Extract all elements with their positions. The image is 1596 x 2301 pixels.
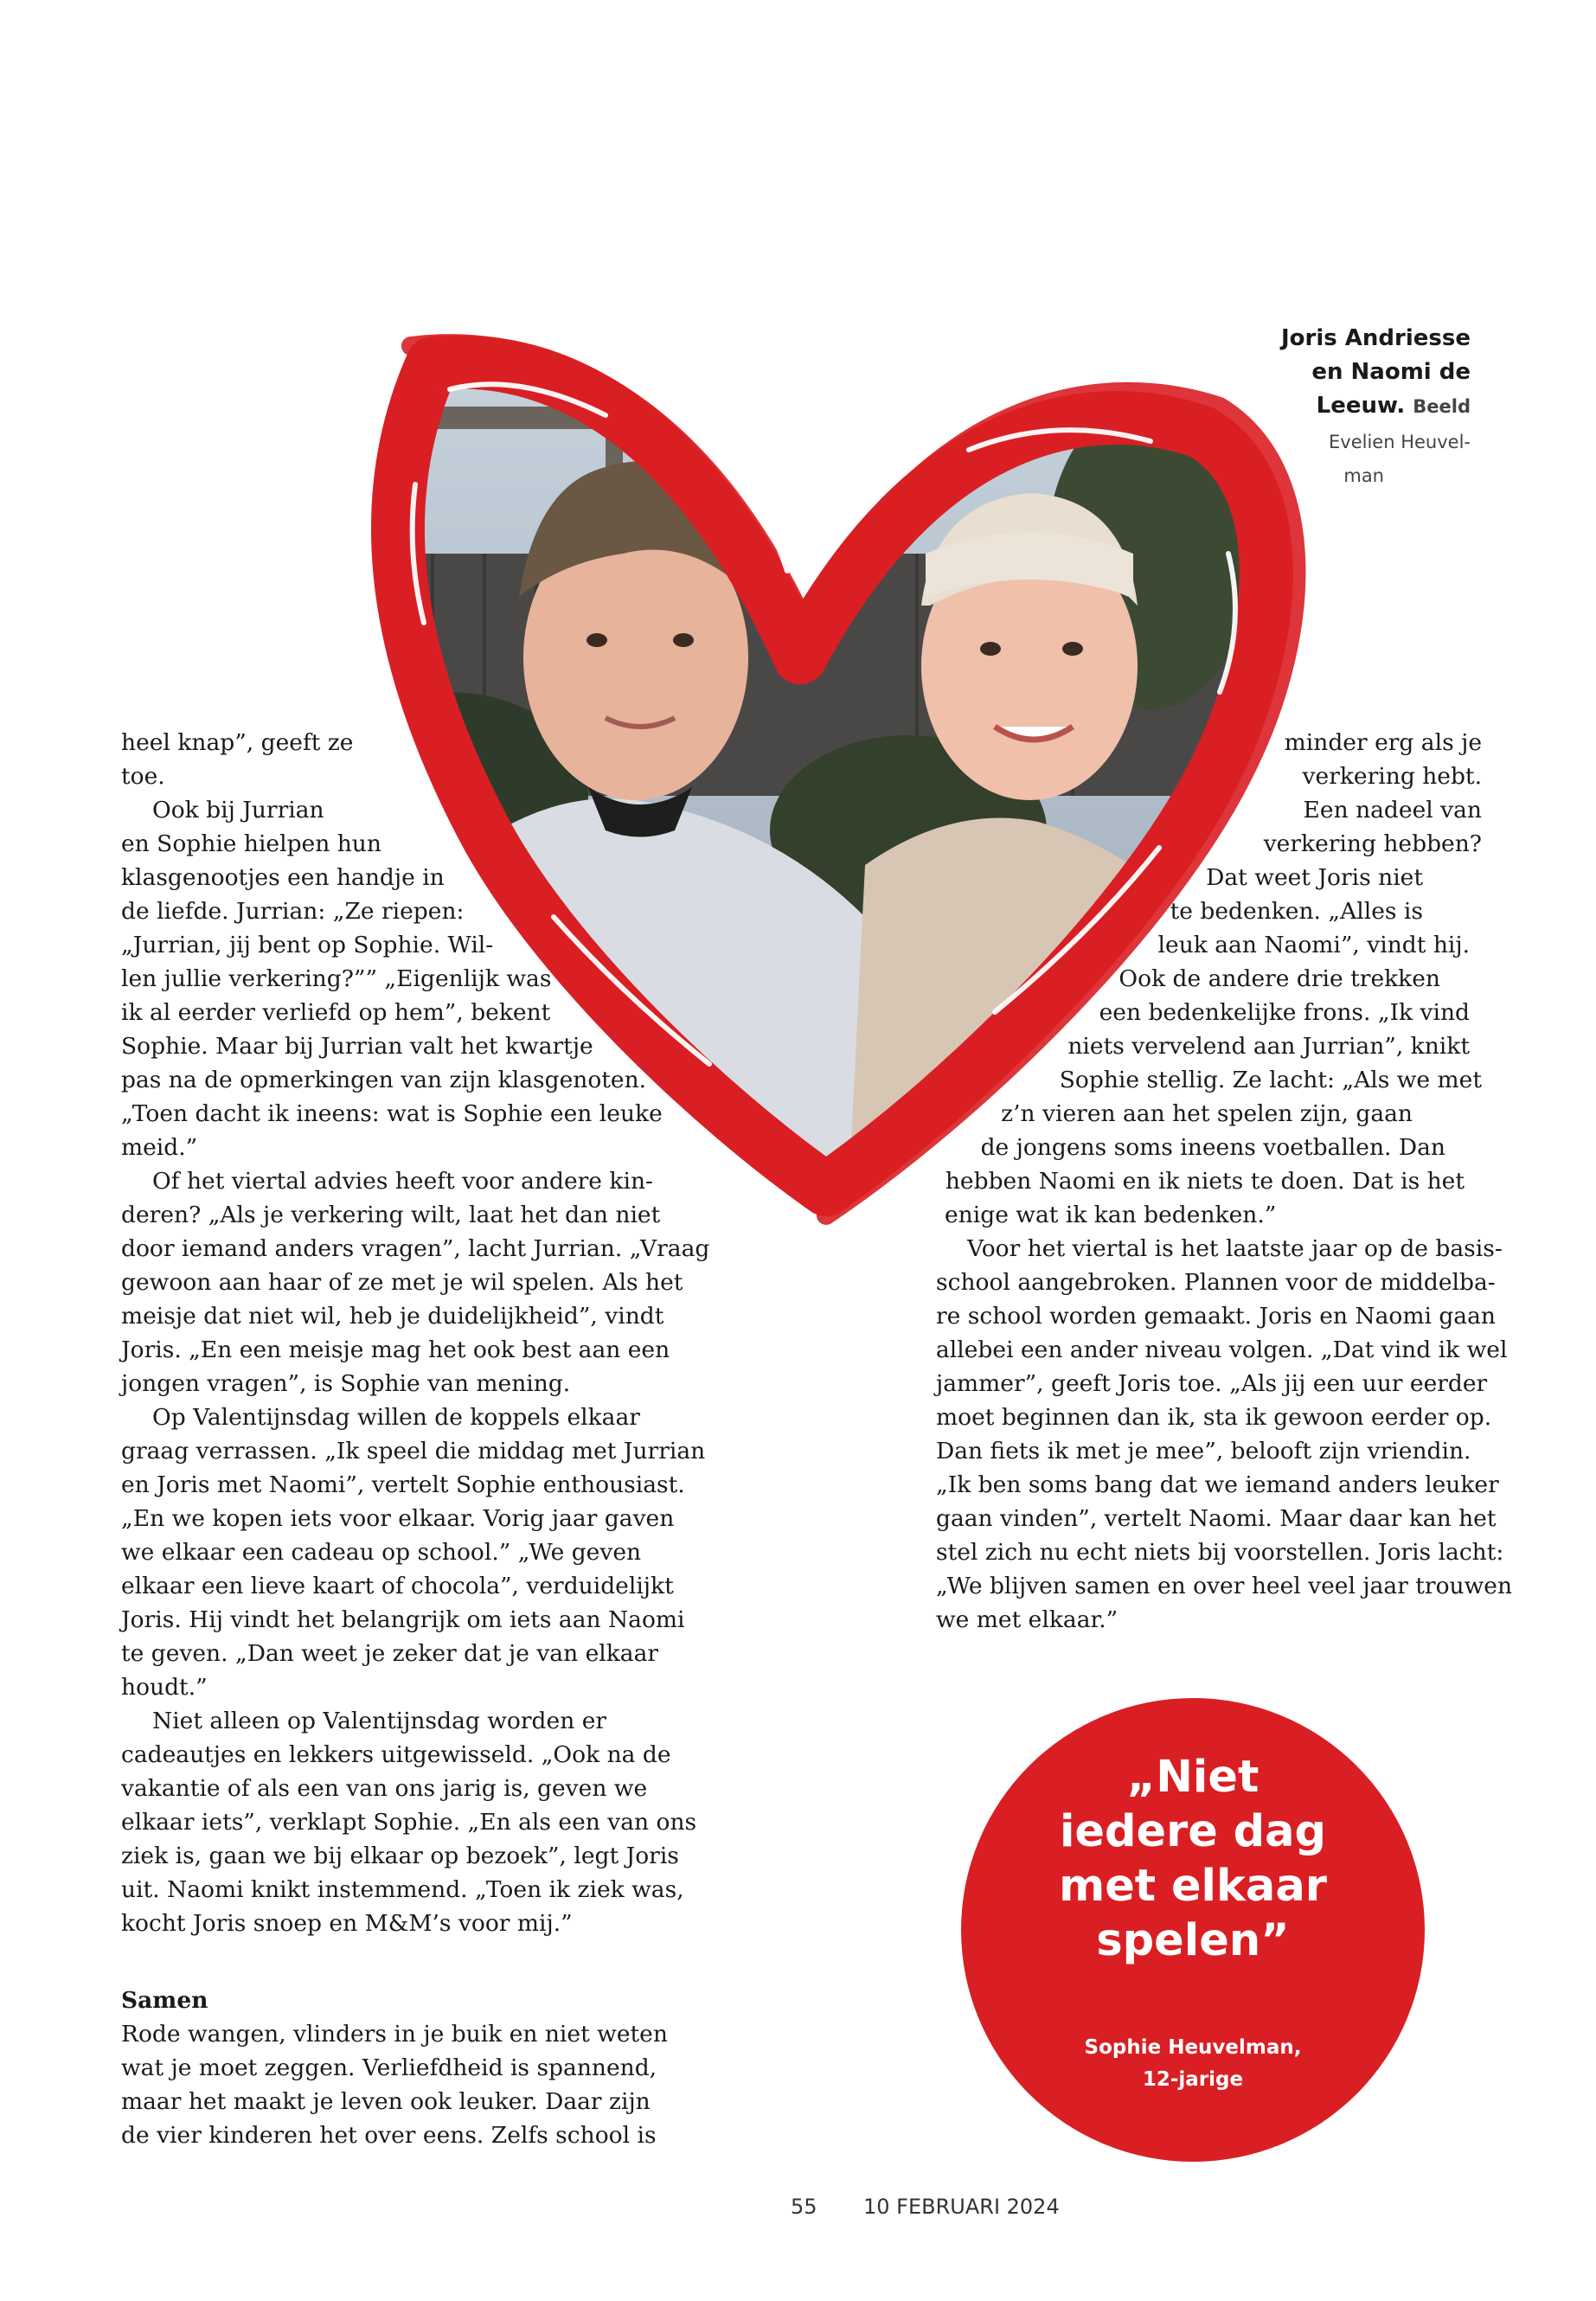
body-line: pas na de opmerkingen van zijn klasgenoten. [121,1067,647,1093]
body-line: meisje dat niet wil, heb je duidelijkheid”, vindt [121,1303,664,1330]
body-line: verkering hebt. [1302,763,1482,790]
body-line: „We blijven samen en over heel veel jaar trouwen [936,1573,1513,1599]
body-line: meid.” [121,1134,198,1161]
body-line: „Jurrian, jij bent op Sophie. Wil- [121,932,494,958]
body-line: leuk aan Naomi”, vindt hij. [1157,932,1470,958]
body-line: gewoon aan haar of ze met je wil spelen. Als het [121,1269,683,1296]
body-line: moet beginnen dan ik, sta ik gewoon eerder op. [936,1404,1492,1431]
body-line: jammer”, geeft Joris toe. „Als jij een uur eerder [936,1370,1488,1397]
body-line: ik al eerder verliefd op hem”, bekent [121,999,551,1026]
body-line: heel knap”, geeft ze [121,729,354,756]
body-line: de vier kinderen het over eens. Zelfs school is [121,2122,657,2149]
body-line: Een nadeel van [1303,797,1482,824]
body-line: gaan vinden”, vertelt Naomi. Maar daar kan het [936,1505,1497,1532]
body-line: Joris. „En een meisje mag het ook best aan een [121,1336,670,1363]
body-line: te geven. „Dan weet je zeker dat je van elkaar [121,1640,659,1667]
body-line: „En we kopen iets voor elkaar. Vorig jaar gaven [121,1505,675,1532]
body-line: Op Valentijnsdag willen de koppels elkaar [152,1404,640,1431]
body-line: elkaar een lieve kaart of chocola”, verduidelijkt [121,1573,674,1599]
body-line: vakantie of als een van ons jarig is, geven we [121,1775,648,1802]
body-line: Rode wangen, vlinders in je buik en niet weten [121,2021,668,2048]
pull-quote-circle [961,1698,1425,2162]
body-line: Niet alleen op Valentijnsdag worden er [152,1708,607,1734]
body-line: Dan fiets ik met je mee”, belooft zijn vriendin. [936,1438,1471,1465]
caption-names: Joris Andriesse en Naomi de Leeuw. Beeld [1281,325,1471,419]
body-line: allebei een ander niveau volgen. „Dat vind ik wel [936,1336,1508,1363]
pull-quote-author: Sophie Heuvelman, 12-jarige [1084,2036,1302,2091]
body-line: z’n vieren aan het spelen zijn, gaan [1001,1100,1413,1127]
photo-caption: Joris Andriesse en Naomi de Leeuw. Beeld Evelien Heuvel- man [1246,322,1471,493]
body-line: enige wat ik kan bedenken.” [945,1202,1277,1228]
body-line: kocht Joris snoep en M&M’s voor mij.” [121,1910,573,1937]
body-line: en Joris met Naomi”, vertelt Sophie enthousiast. [121,1471,685,1498]
body-line: minder erg als je [1284,729,1482,756]
body-line: maar het maakt je leven ook leuker. Daar zijn [121,2088,651,2115]
body-line: re school worden gemaakt. Joris en Naomi gaan [936,1303,1496,1330]
body-line: Sophie stellig. Ze lacht: „Als we met [1059,1067,1482,1093]
body-line: len jullie verkering?”” „Eigenlijk was [121,965,552,992]
body-line: toe. [121,763,165,790]
body-line: de liefde. Jurrian: „Ze riepen: [121,898,465,925]
body-line: Sophie. Maar bij Jurrian valt het kwartje [121,1033,593,1060]
body-line: wat je moet zeggen. Verliefdheid is spannend, [121,2054,657,2081]
pull-quote-text: „Niet iedere dag met elkaar spelen” [1059,1752,1327,1966]
body-line: Voor het viertal is het laatste jaar op de basis- [967,1235,1503,1262]
body-line: de jongens soms ineens voetballen. Dan [980,1134,1445,1161]
body-line: uit. Naomi knikt instemmend. „Toen ik ziek was, [121,1876,684,1903]
body-line: klasgenootjes een handje in [121,864,445,891]
issue-date: 10 FEBRUARI 2024 [863,2195,1060,2219]
body-line: verkering hebben? [1263,830,1482,857]
body-line: hebben Naomi en ik niets te doen. Dat is het [945,1168,1465,1195]
body-line: graag verrassen. „Ik speel die middag met Jurrian [121,1438,706,1465]
body-line: cadeautjes en lekkers uitgewisseld. „Ook na de [121,1741,671,1768]
body-line: „Ik ben soms bang dat we iemand anders leuker [936,1471,1499,1498]
body-line: en Sophie hielpen hun [121,830,381,857]
body-line: niets vervelend aan Jurrian”, knikt [1067,1033,1470,1060]
section-subheading: Samen [121,1987,208,2014]
body-line: deren? „Als je verkering wilt, laat het dan niet [121,1202,661,1228]
body-line: we elkaar een cadeau op school.” „We geven [121,1539,642,1566]
body-line: ziek is, gaan we bij elkaar op bezoek”, legt Joris [121,1843,679,1869]
body-line: „Toen dacht ik ineens: wat is Sophie een leuke [121,1100,663,1127]
body-line: we met elkaar.” [936,1606,1118,1633]
body-line: te bedenken. „Alles is [1170,898,1423,925]
body-line: Of het viertal advies heeft voor andere kin- [152,1168,653,1195]
caption-credit: Beeld [1413,396,1471,417]
body-line: een bedenkelijke frons. „Ik vind [1099,999,1470,1026]
body-line: Ook de andere drie trekken [1118,965,1440,992]
body-line: houdt.” [121,1674,208,1701]
body-line: elkaar iets”, verklapt Sophie. „En als een van ons [121,1809,697,1836]
page-number: 55 [791,2195,817,2219]
body-line: Dat weet Joris niet [1206,864,1423,891]
body-line: jongen vragen”, is Sophie van mening. [121,1370,571,1397]
body-line: school aangebroken. Plannen voor de middelba- [936,1269,1496,1296]
body-line: Joris. Hij vindt het belangrijk om iets aan Naomi [121,1606,685,1633]
body-line: Ook bij Jurrian [152,797,324,824]
body-line: stel zich nu echt niets bij voorstellen. Joris lacht: [936,1539,1504,1566]
body-line: door iemand anders vragen”, lacht Jurrian. „Vraag [121,1235,710,1262]
